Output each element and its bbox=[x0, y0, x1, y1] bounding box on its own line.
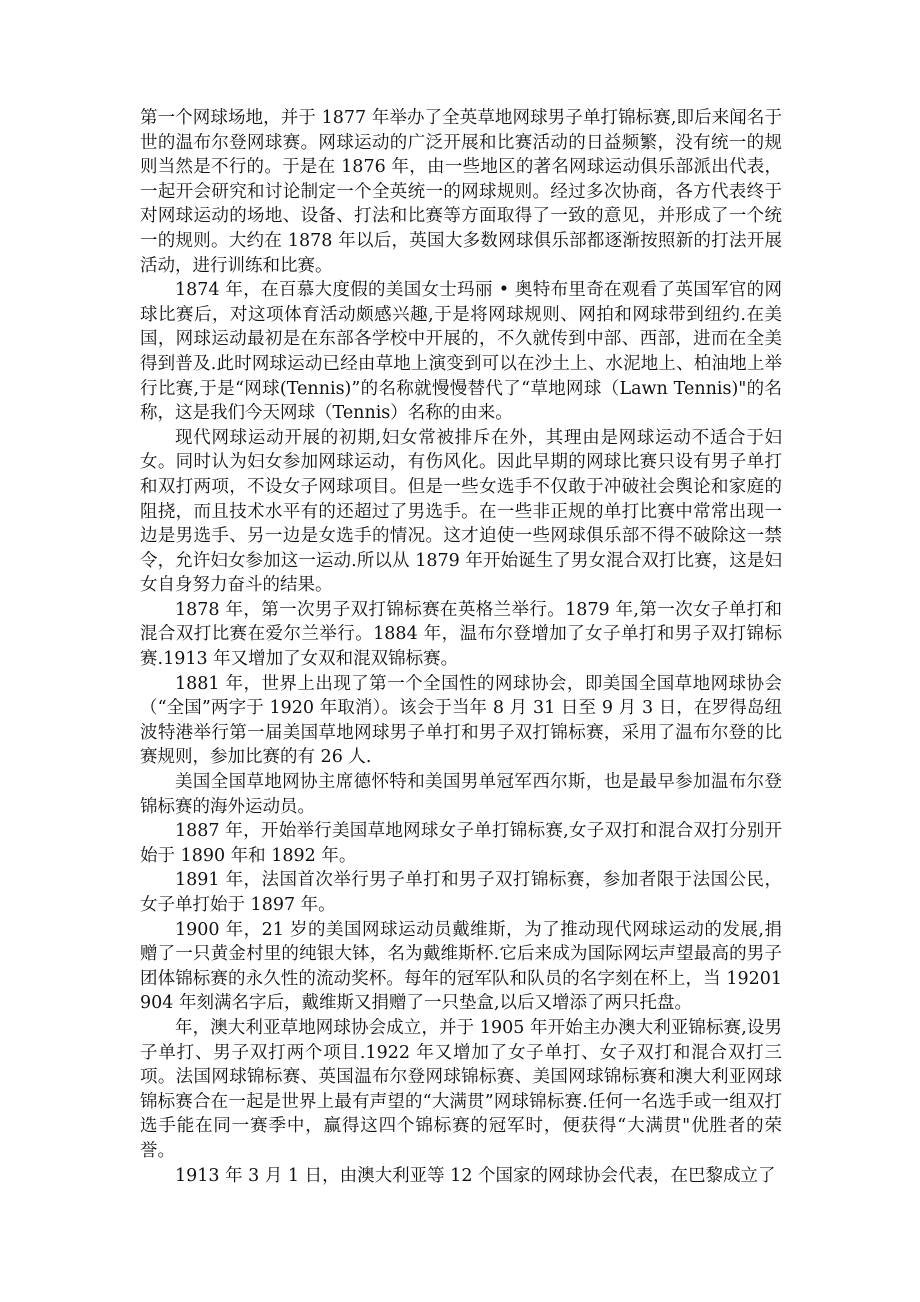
paragraph-11: 1913 年 3 月 1 日，由澳大利亚等 12 个国家的网球协会代表，在巴黎成立了 bbox=[175, 1165, 776, 1186]
paragraph-2: 1874 年，在百慕大度假的美国女士玛丽 • 奥特布里奇在观看了英国军官的网球比赛后，对这项体育活动颇感兴趣,于是将网球规则、网拍和网球带到纽约.在美国，网球运动最初是在东部各学校中开展的，不久就传到中部、西部，进而在全美得到普及.此时网球运动已经由草地上演变到可以在沙土上、水泥地上、柏油地上举行比赛,于是“网球(Tennis)”的名称就慢慢替代了“草地网球（Lawn Tennis)"的名称，这是我们今天网球（Tennis）名称的由来。 bbox=[140, 280, 782, 424]
paragraph-3: 现代网球运动开展的初期,妇女常被排斥在外，其理由是网球运动不适合于妇女。同时认为妇女参加网球运动，有伤风化。因此早期的网球比赛只设有男子单打和双打两项，不设女子网球项目。但是一些女选手不仅敢于冲破社会舆论和家庭的阻挠，而且技术水平有的还超过了男选手。在一些非正规的单打比赛中常常出现一边是男选手、另一边是女选手的情况。这才迫使一些网球俱乐部不得不破除这一禁令，允许妇女参加这一运动.所以从 1879 年开始诞生了男女混合双打比赛，这是妇女自身努力奋斗的结果。 bbox=[140, 427, 782, 596]
paragraph-4: 1878 年，第一次男子双打锦标赛在英格兰举行。1879 年,第一次女子单打和混合双打比赛在爱尔兰举行。1884 年，温布尔登增加了女子单打和男子双打锦标赛.1913 年又增加了女双和混双锦标赛。 bbox=[140, 599, 782, 670]
paragraph-5: 1881 年，世界上出现了第一个全国性的网球协会，即美国全国草地网球协会（“全国”两字于 1920 年取消）。该会于当年 8 月 31 日至 9 月 3 日，在罗得岛纽波特港举行第一届美国草地网球男子单打和男子双打锦标赛，采用了温布尔登的比赛规则，参加比赛的有 26 人. bbox=[140, 673, 782, 768]
paragraph-8: 1891 年，法国首次举行男子单打和男子双打锦标赛，参加者限于法国公民，女子单打始于 1897 年。 bbox=[140, 870, 782, 915]
paragraph-9: 1900 年，21 岁的美国网球运动员戴维斯，为了推动现代网球运动的发展,捐赠了一只黄金村里的纯银大钵，名为戴维斯杯.它后来成为国际网坛声望最高的男子团体锦标赛的永久性的流动奖杯。每年的冠军队和队员的名字刻在杯上，当 19201904 年刻满名字后，戴维斯又捐赠了一只垫盒,以后又增添了两只托盘。 bbox=[140, 919, 782, 1014]
paragraph-6: 美国全国草地网协主席德怀特和美国男单冠军西尔斯，也是最早参加温布尔登锦标赛的海外运动员。 bbox=[140, 772, 782, 817]
paragraph-7: 1887 年，开始举行美国草地网球女子单打锦标赛,女子双打和混合双打分别开始于 1890 年和 1892 年。 bbox=[140, 821, 782, 866]
document-page bbox=[140, 106, 782, 1188]
paragraph-1: 第一个网球场地，并于 1877 年举办了全英草地网球男子单打锦标赛,即后来闻名于世的温布尔登网球赛。网球运动的广泛开展和比赛活动的日益频繁，没有统一的规则当然是不行的。于是在 1876 年，由一些地区的著名网球运动俱乐部派出代表，一起开会研究和讨论制定一个全英统一的网球规则。经过多次协商，各方代表终于对网球运动的场地、设备、打法和比赛等方面取得了一致的意见，并形成了一个统一的规则。大约在 1878 年以后，英国大多数网球俱乐部都逐渐按照新的打法开展活动，进行训练和比赛。 bbox=[140, 108, 782, 276]
paragraph-10: 年，澳大利亚草地网球协会成立，并于 1905 年开始主办澳大利亚锦标赛,设男子单打、男子双打两个项目.1922 年又增加了女子单打、女子双打和混合双打三项。法国网球锦标赛、英国温布尔登网球锦标赛、美国网球锦标赛和澳大利亚网球锦标赛合在一起是世界上最有声望的“大满贯”网球锦标赛.任何一名选手或一组双打选手能在同一赛季中，赢得这四个锦标赛的冠军时，便获得“大满贯"优胜者的荣誉。 bbox=[140, 1017, 782, 1161]
